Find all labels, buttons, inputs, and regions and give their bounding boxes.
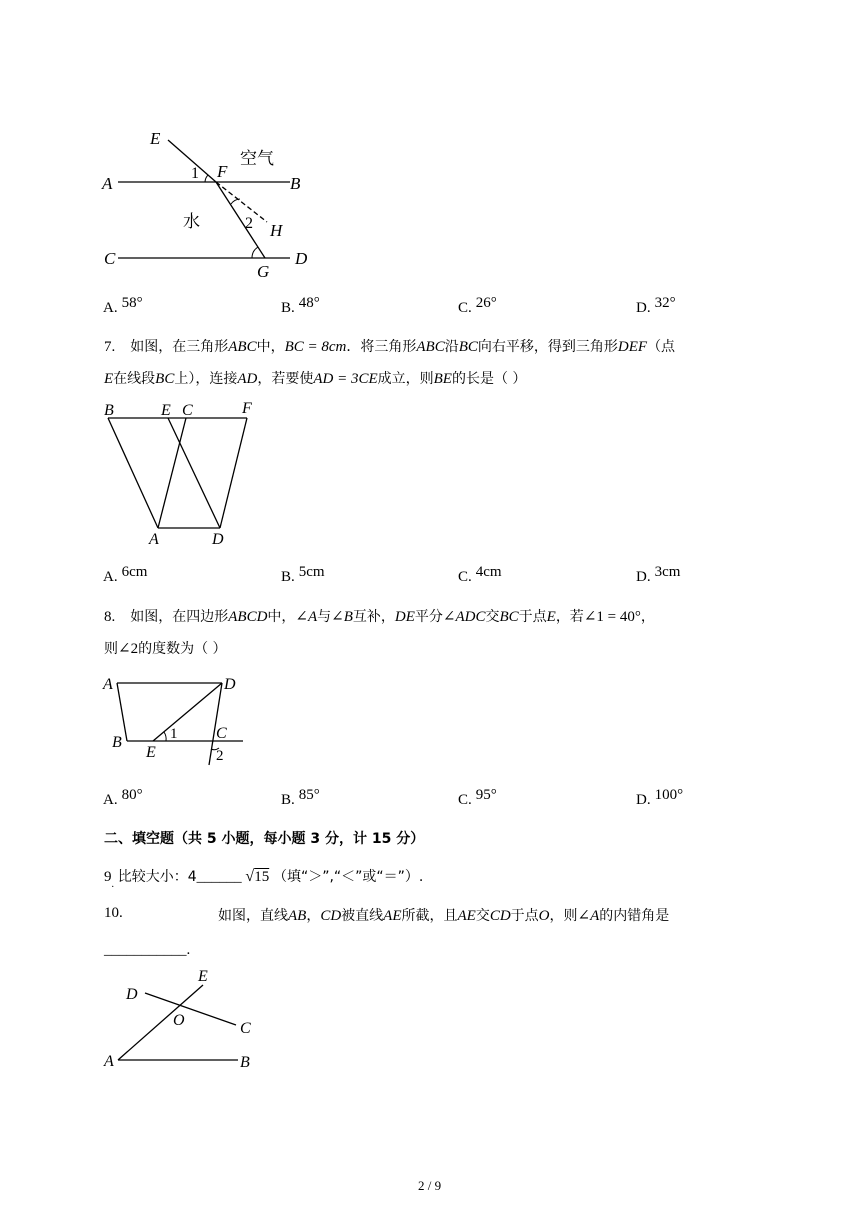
label-E: E (198, 968, 208, 985)
q7-option-d: D. 3cm (636, 564, 681, 585)
label-C: C (216, 725, 227, 742)
label-A: A (103, 676, 113, 693)
label-B: B (112, 734, 122, 751)
q6-option-d: D. 32° (636, 295, 676, 316)
label-C: C (104, 249, 116, 268)
q9-answer-blank[interactable]: ______ (196, 869, 242, 885)
q8-line-2: 则∠2的度数为（ ） (104, 641, 227, 657)
label-D: D (126, 986, 138, 1003)
label-C: C (182, 402, 193, 419)
q8-option-b: B. 85° (281, 787, 320, 808)
label-angle-2: 2 (216, 748, 224, 764)
q8-option-d: D. 100° (636, 787, 684, 808)
q10-number: 10. (104, 905, 123, 921)
label-A: A (104, 1053, 114, 1070)
q7-option-c: C. 4cm (458, 564, 502, 585)
section-heading-fill-in: 二、填空题（共 5 小题，每小题 3 分，计 15 分） (104, 831, 425, 847)
q8-option-a: A. 80° (103, 787, 143, 808)
q8-option-c: C. 95° (458, 787, 497, 808)
q6-option-b: B. 48° (281, 295, 320, 316)
q8-line-1: 8. 如图，在四边形ABCD中，∠A与∠B互补，DE平分∠ADC交BC于点E，若∠1 = 40°， (104, 609, 655, 625)
q9-line: $9_.$ 比较大小：4______ √15 （填“＞”,“＜”或“＝”）. (104, 868, 424, 890)
q10-line-1: 如图，直线AB，CD被直线AE所截，且AE交CD于点O，则∠A的内错角是 (218, 908, 670, 924)
label-B: B (290, 174, 301, 193)
label-O: O (173, 1012, 185, 1029)
label-C: C (240, 1020, 251, 1037)
q10-answer-blank[interactable]: ___________. (104, 942, 191, 958)
label-F: F (217, 162, 228, 181)
label-water: 水 (183, 212, 200, 232)
label-E: E (146, 744, 156, 761)
q6-option-a: A. 58° (103, 295, 143, 316)
label-angle-1: 1 (170, 726, 178, 742)
label-D: D (224, 676, 236, 693)
sqrt-sign-icon: √ (245, 868, 255, 885)
label-B: B (240, 1054, 250, 1071)
label-angle-1: 1 (191, 165, 199, 182)
label-E: E (150, 129, 161, 148)
q7-option-b: B. 5cm (281, 564, 325, 585)
label-air: 空气 (240, 149, 274, 169)
label-A: A (102, 174, 113, 193)
q6-option-c: C. 26° (458, 295, 497, 316)
page-number: 2 / 9 (418, 1178, 442, 1193)
label-D: D (295, 249, 308, 268)
label-angle-2: 2 (245, 215, 253, 232)
q7-line-2: E在线段BC上），连接AD，若要使AD = 3CE成立，则BE的长是（ ） (104, 371, 527, 387)
label-A: A (149, 531, 159, 548)
q7-line-1: 7. 如图，在三角形ABC中，BC = 8cm．将三角形ABC沿BC向右平移，得到三角形DEF（点 (104, 339, 676, 355)
label-E: E (161, 402, 171, 419)
label-B: B (104, 402, 114, 419)
label-H: H (270, 221, 283, 240)
label-D: D (212, 531, 224, 548)
label-G: G (257, 262, 270, 281)
label-F: F (242, 400, 252, 417)
q7-option-a: A. 6cm (103, 564, 148, 585)
